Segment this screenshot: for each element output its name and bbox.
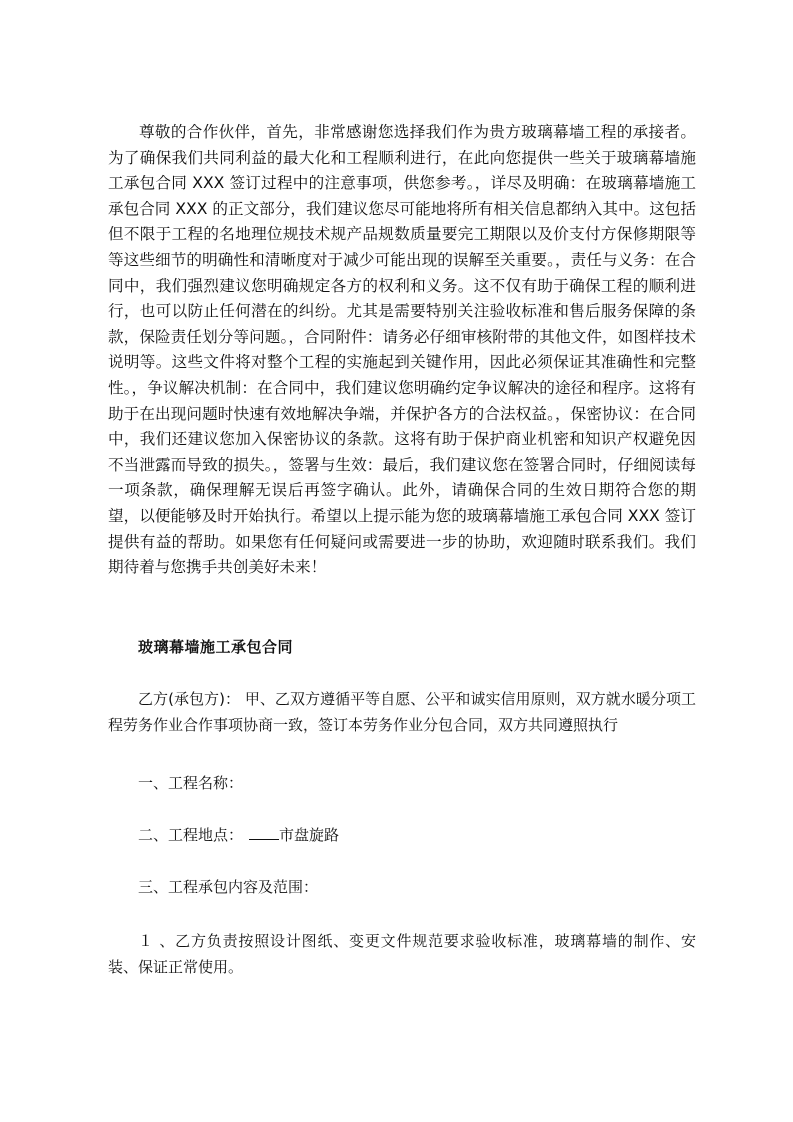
project-name-item: 一、工程名称：: [138, 774, 244, 792]
project-location-value: 市盘旋路: [279, 826, 340, 844]
project-location-item: [108, 822, 696, 848]
parties-paragraph: 乙方(承包方)： 甲、乙双方遵循平等自愿、公平和诚实信用原则，双方就水暖分项工程劳务作业合作事项协商一致，签订本劳务作业分包合同，双方共同遵照执行: [108, 690, 696, 734]
scope-sub-item-1: １ 、乙方负责按照设计图纸、变更文件规范要求验收标准，玻璃幕墙的制作、安装、保证正常使用。: [108, 932, 696, 976]
intro-paragraph: 尊敬的合作伙伴，首先，非常感谢您选择我们作为贵方玻璃幕墙工程的承接者。为了确保我们共同利益的最大化和工程顺利进行，在此向您提供一些关于玻璃幕墙施工承包合同 XXX 签订过程中的注意事项，供您参考。，详尽及明确：在玻璃幕墙施工承包合同 XXX 的正文部分，我们建议您尽可能地将所有相关信息都纳入其中。这包括但不限于工程的名地理位规技术规产品规数质量要完工期限以及价支付方保修期限等等这些细节的明确性和清晰度对于减少可能出现的误解至关重要。，责任与义务：在合同中，我们强烈建议您明确规定各方的权利和义务。这不仅有助于确保工程的顺利进行，也可以防止任何潜在的纠纷。尤其是需要特别关注验收标准和售后服务保障的条款，保险责任划分等问题。，合同附件：请务必仔细审核附带的其他文件，如图样技术说明等。这些文件将对整个工程的实施起到关键作用，因此必须保证其准确性和完整性。，争议解决机制：在合同中，我们建议您明确约定争议解决的途径和程序。这将有助于在出现问题时快速有效地解决争端，并保护各方的合法权益。，保密协议：在合同中，我们还建议您加入保密协议的条款。这将有助于保护商业机密和知识产权避免因不当泄露而导致的损失。，签署与生效：最后，我们建议您在签署合同时，仔细阅读每一项条款，确保理解无误后再签字确认。此外，请确保合同的生效日期符合您的期望，以便能够及时开始执行。希望以上提示能为您的玻璃幕墙施工承包合同 XXX 签订提供有益的帮助。如果您有任何疑问或需要进一步的协助，欢迎随时联系我们。我们期待着与您携手共创美好未来！: [108, 123, 696, 577]
project-location-label: 二、工程地点：: [138, 826, 244, 844]
contract-title: 玻璃幕墙施工承包合同: [138, 638, 294, 656]
fill-in-blank-line: [249, 825, 279, 840]
document-body: [108, 120, 696, 1020]
project-scope-item: 三、工程承包内容及范围：: [138, 878, 319, 896]
